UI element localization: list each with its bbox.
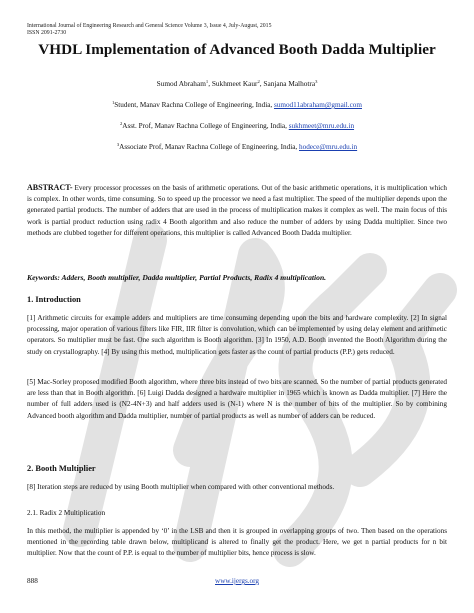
- affiliation-3-sup: 3: [116, 142, 120, 147]
- intro-paragraph-1: [1] Arithmetic circuits for example adders and multipliers are time consuming depending upon the bits and hardware complexity. [2] In signal processing, major operation of various filters like FIR, IIR filter is convolution, which can be implemented by using delay element and arithmetic operators. So multiplier must be fast. One such algorithm is Booth algorithm. [3] In 1950, A.D. Booth invented the Booth Algorithm during the study on crystallography. [4] By using this method, multiplication gets faster as the count of partial products (P.P.) gets reduced.: [27, 314, 447, 356]
- author-1: Sumod Abraham: [156, 79, 206, 88]
- affiliation-3-email-link[interactable]: hodece@mru.edu.in: [299, 143, 358, 151]
- affiliation-2-text: Asst. Prof, Manav Rachna College of Engineering, India,: [122, 122, 289, 130]
- section-heading-introduction: 1. Introduction: [27, 295, 81, 304]
- journal-info: International Journal of Engineering Research and General Science Volume 3, Issue 4, July-August, 2015: [27, 23, 272, 29]
- affiliation-1: [0, 98, 474, 110]
- affiliation-1-text: Student, Manav Rachna College of Engineering, India,: [114, 101, 274, 109]
- issn: ISSN 2091-2730: [27, 30, 67, 36]
- affiliation-2-sup: 2: [119, 121, 123, 126]
- subsection-heading-radix2: 2.1. Radix 2 Multiplication: [27, 509, 106, 517]
- journal-header: [27, 23, 447, 37]
- paper-title: VHDL Implementation of Advanced Booth Dadda Multiplier: [38, 41, 436, 58]
- author-3: Sanjana Malhotra: [263, 79, 316, 88]
- abstract-label: ABSTRACT-: [27, 183, 73, 192]
- abstract: [27, 182, 447, 239]
- intro-paragraph-2: [5] Mac-Sorley proposed modified Booth algorithm, where three bits instead of two bits are scanned. So the number of partial products generated are less than that in Booth algorithm. [6] Luigi Dadda designed a hardware multiplier in 1965 which is known as Dadda multiplier. [7] Here the number of full adders used is (N2-4N+3) and half adders used is (N-1) where N is the number of bits of the multiplier. So by combining Advanced booth algorithm and Dadda multiplier, number of partial products as well as number of adders can be reduced.: [27, 378, 447, 420]
- affiliation-3: [0, 140, 474, 152]
- footer-url-link[interactable]: www.ijergs.org: [215, 577, 259, 585]
- keywords: [27, 272, 447, 284]
- affiliation-2: [0, 119, 474, 131]
- author-1-sup: 1: [205, 79, 209, 84]
- keywords-text: Keywords: Adders, Booth multiplier, Dadda multiplier, Partial Products, Radix 4 multiplication.: [27, 273, 327, 282]
- page-number: 888: [27, 577, 38, 585]
- abstract-text: Every processor processes on the basis of arithmetic operations. Out of the basic arithmetic operations, it is multiplication which is complex. In other words, time consuming. So to speed up the processor we need a fast multiplier. The speed of the multiplier depends upon the generated partial products. The number of adders that are used in the process of multiplication makes it complex as well. The main focus of this work is partial product reduction using radix 4 Booth algorithm and also reduce the number of adders by using Dadda multiplier. Since two methods are clubbed together for different operations, this multiplier is called Advanced Booth Dadda multiplier.: [27, 184, 447, 237]
- booth-paragraph: [8] Iteration steps are reduced by using Booth multiplier when compared with other conventional methods.: [27, 483, 335, 491]
- affiliation-3-text: Associate Prof, Manav Rachna College of Engineering, India,: [119, 143, 299, 151]
- radix2-paragraph: In this method, the multiplier is appended by ‘0’ in the LSB and then it is grouped in overlapping groups of two. Then based on the operations mentioned in the recording table drawn below, multiplicand is altered to finally get the product. Here, we get n partial products for n bit multiplier. Now that the count of P.P. is equal to the number of multiplier bits, hence process is slow.: [27, 527, 447, 558]
- author-3-sup: 3: [315, 79, 318, 84]
- author-2-sup: 2: [257, 79, 260, 84]
- affiliation-2-email-link[interactable]: sukhmeet@mru.edu.in: [288, 122, 355, 130]
- section-heading-booth: 2. Booth Multiplier: [27, 464, 96, 473]
- author-list: Sumod Abraham$^1$, Sukhmeet Kaur$^2$, Sanjana Malhotra$^3$: [156, 79, 318, 88]
- affiliation-1-sup: 1: [112, 100, 115, 105]
- affiliation-1-email-link[interactable]: sumod11abraham@gmail.com: [273, 101, 362, 109]
- author-2: Sukhmeet Kaur: [211, 79, 258, 88]
